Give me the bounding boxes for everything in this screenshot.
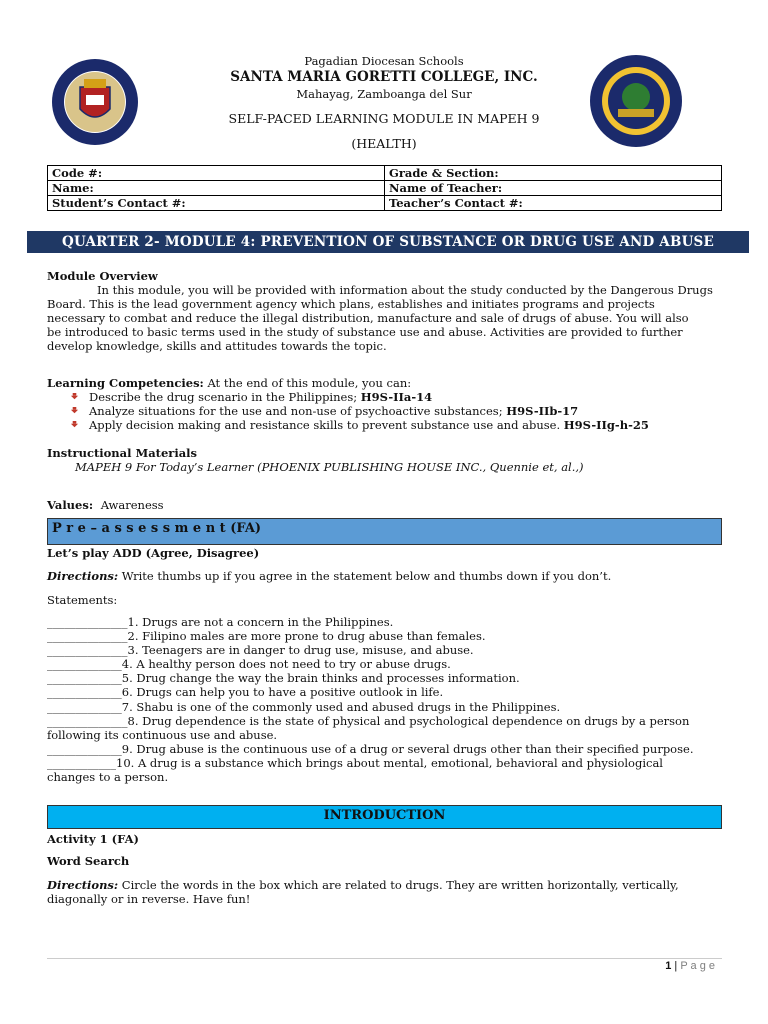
statement-item: _____________4. A healthy person does not need to try or abuse drugs. — [47, 657, 451, 672]
list-item — [70, 404, 649, 418]
directions-text: Circle the words in the box which are related to drugs. They are written horizontally, vertically, — [118, 878, 679, 892]
word-search-title: Word Search — [47, 854, 130, 868]
page-label: P a g e — [680, 960, 715, 972]
statement-item: _____________7. Shabu is one of the commonly used and abused drugs in the Philippines. — [47, 699, 561, 714]
page-separator: | — [671, 960, 681, 972]
directions-text: Write thumbs up if you agree in the statement below and thumbs down if you don’t. — [118, 569, 612, 583]
bullet-arrow-icon — [70, 421, 79, 430]
competency-code: H9S-IIb-17 — [506, 404, 579, 418]
directions-label: Directions: — [47, 878, 119, 892]
student-contact-field[interactable]: Student’s Contact #: — [48, 196, 385, 211]
statement-item: ______________8. Drug dependence is the state of physical and psychological dependence on drugs by a person — [47, 713, 690, 728]
preassessment-banner — [47, 518, 722, 545]
competency-code: H9S-IIa-14 — [360, 390, 433, 404]
name-field[interactable]: Name: — [48, 181, 385, 196]
page-number: 1 — [665, 960, 672, 972]
statement-item: following its continuous use and abuse. — [47, 727, 278, 742]
subject-label: (HEALTH) — [351, 136, 417, 151]
introduction-banner — [47, 805, 722, 829]
school-name: SANTA MARIA GORETTI COLLEGE, INC. — [230, 69, 538, 85]
overview-line: Board. This is the lead government agency which plans, establishes and initiates programs and projects — [47, 297, 655, 311]
values-text: Awareness — [100, 498, 164, 512]
list-item — [70, 390, 649, 404]
introduction-title: INTRODUCTION — [323, 808, 446, 823]
teacher-name-field[interactable]: Name of Teacher: — [385, 181, 722, 196]
competencies-intro: At the end of this module, you can: — [203, 376, 412, 390]
org-name: Pagadian Diocesan Schools — [304, 54, 464, 68]
directions-label: Directions: — [47, 569, 119, 583]
statement-item: _____________6. Drugs can help you to have a positive outlook in life. — [47, 685, 444, 700]
competency-text: Apply decision making and resistance skills to prevent substance use and abuse. — [89, 418, 564, 432]
competencies-heading: Learning Competencies: — [47, 376, 204, 390]
teacher-contact-field[interactable]: Teacher’s Contact #: — [385, 196, 722, 211]
statement-item: _____________5. Drug change the way the brain thinks and processes information. — [47, 671, 520, 686]
statement-item: changes to a person. — [47, 770, 169, 785]
overview-line: In this module, you will be provided with information about the study conducted by the Dangerous Drugs — [97, 283, 713, 297]
materials-heading: Instructional Materials — [47, 446, 198, 460]
list-item — [70, 418, 649, 432]
statement-item: ______________1. Drugs are not a concern in the Philippines. — [47, 615, 394, 629]
overview-line: be introduced to basic terms used in the study of substance use and abuse. Activities are provided to further — [47, 325, 683, 339]
activity-directions — [47, 878, 722, 892]
overview-line: develop knowledge, skills and attitudes towards the topic. — [47, 339, 387, 353]
activity-directions-cont: diagonally or in reverse. Have fun! — [47, 892, 251, 906]
competency-text: Analyze situations for the use and non-use of psychoactive substances; — [89, 404, 507, 418]
module-overview-text — [47, 283, 727, 353]
statement-item: ______________3. Teenagers are in danger to drug use, misuse, and abuse. — [47, 643, 474, 658]
preassessment-title: P r e – a s s e s s m e n t (FA) — [52, 521, 262, 536]
module-overview-heading: Module Overview — [47, 269, 158, 283]
statement-item: ______________2. Filipino males are more prone to drug abuse than females. — [47, 629, 486, 644]
statement-item: ____________10. A drug is a substance which brings about mental, emotional, behavioral and physiological — [47, 755, 663, 770]
page-footer — [665, 960, 715, 972]
quarter-module-banner: QUARTER 2- MODULE 4: PREVENTION OF SUBSTANCE OR DRUG USE AND ABUSE — [27, 231, 749, 253]
preassessment-directions — [47, 569, 611, 583]
bullet-arrow-icon — [70, 393, 79, 402]
competencies-list — [70, 390, 649, 432]
footer-divider — [47, 958, 722, 959]
competency-code: H9S-IIg-h-25 — [563, 418, 649, 432]
statement-item: _____________9. Drug abuse is the continuous use of a drug or several drugs other than their specified purpose. — [47, 741, 694, 756]
student-info-table — [47, 165, 722, 211]
values-label: Values: — [47, 498, 94, 512]
grade-section-field[interactable]: Grade & Section: — [385, 166, 722, 181]
bullet-arrow-icon — [70, 407, 79, 416]
competency-text: Describe the drug scenario in the Philippines; — [89, 390, 361, 404]
learning-competencies — [47, 376, 411, 390]
statements-label: Statements: — [47, 593, 118, 607]
materials-text: MAPEH 9 For Today’s Learner (PHOENIX PUBLISHING HOUSE INC., Quennie et, al.,) — [75, 460, 584, 474]
module-title: SELF-PACED LEARNING MODULE IN MAPEH 9 — [228, 111, 540, 126]
school-address: Mahayag, Zamboanga del Sur — [296, 87, 472, 101]
overview-line: necessary to combat and reduce the illegal distribution, manufacture and sale of drugs of abuse. You will also — [47, 311, 689, 325]
game-title: Let’s play ADD (Agree, Disagree) — [47, 546, 260, 560]
code-field[interactable]: Code #: — [48, 166, 385, 181]
values-line — [47, 498, 164, 512]
activity-title: Activity 1 (FA) — [47, 832, 139, 846]
statements-list — [47, 615, 737, 784]
